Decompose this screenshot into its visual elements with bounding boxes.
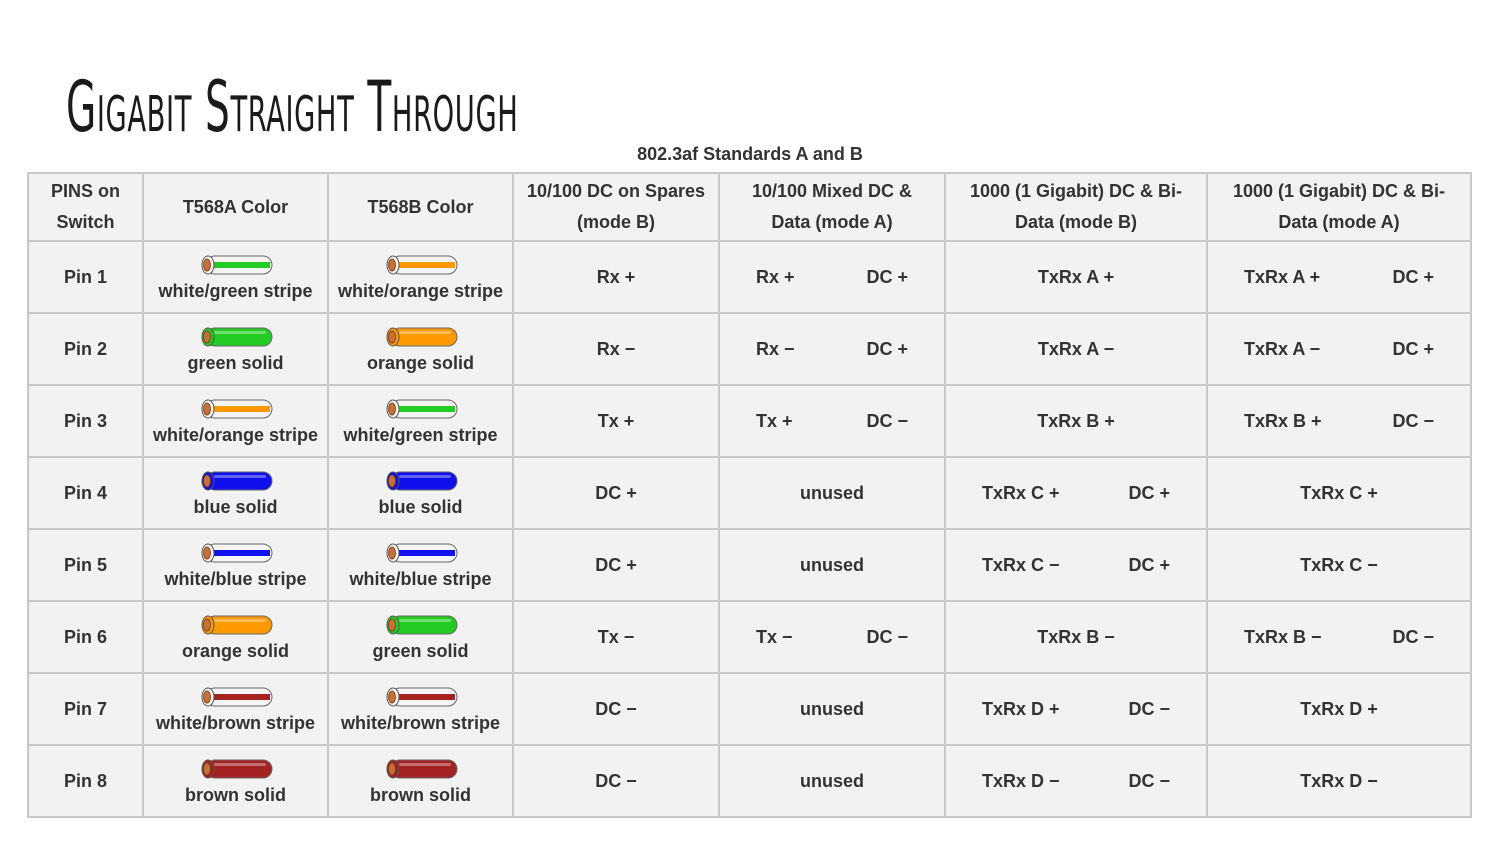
t568b-color-cell — [328, 601, 513, 673]
wire-color-label: white/orange stripe — [337, 280, 504, 301]
gigabit-mode-a-cell-pair — [1208, 411, 1470, 432]
pin-cell: Pin 1 — [28, 241, 143, 313]
t568a-color-cell — [143, 745, 328, 817]
gigabit-mode-a-cell-value: TxRx D + — [1300, 698, 1378, 719]
wire-color-label: blue solid — [378, 496, 463, 517]
t568b-color-cell — [328, 313, 513, 385]
dc-spares-value: DC − — [595, 770, 637, 791]
gigabit-mode-a-cell-value: DC + — [1392, 266, 1434, 287]
wire-color-label: orange solid — [366, 352, 474, 373]
table-caption — [0, 144, 1500, 165]
gigabit-mode-a-cell — [1207, 601, 1471, 673]
gigabit-mode-b-cell-value: TxRx A − — [1037, 338, 1115, 359]
wire-color-label: green solid — [187, 352, 284, 373]
dc-spares-cell — [513, 385, 719, 457]
gigabit-mode-b-cell-value: DC − — [1128, 770, 1170, 791]
mixed-dc-cell-pair — [720, 627, 944, 648]
table-row — [28, 385, 1471, 457]
dc-spares-value: Tx − — [597, 626, 635, 647]
wire-color-label: brown solid — [370, 784, 471, 805]
gigabit-mode-a-cell-pair — [1208, 339, 1470, 360]
dc-spares-value: Tx + — [597, 410, 635, 431]
gigabit-mode-a-cell-value: TxRx A − — [1244, 338, 1321, 359]
green-striped-wire-icon — [383, 398, 459, 420]
pin-cell: Pin 5 — [28, 529, 143, 601]
mixed-dc-cell — [719, 385, 945, 457]
pin-cell: Pin 8 — [28, 745, 143, 817]
table-row — [28, 313, 1471, 385]
gigabit-mode-a-cell — [1207, 673, 1471, 745]
gigabit-mode-b-cell-value: DC + — [1128, 554, 1170, 575]
blue-striped-wire-icon — [383, 542, 459, 564]
mixed-dc-cell — [719, 601, 945, 673]
gigabit-mode-a-cell — [1207, 313, 1471, 385]
mixed-dc-cell-pair — [720, 411, 944, 432]
slide-title: Gigabit Straight Through — [66, 66, 519, 148]
gigabit-mode-b-cell-value: TxRx D − — [982, 770, 1060, 791]
mixed-dc-cell — [719, 457, 945, 529]
brown-solid-wire-icon — [198, 758, 274, 780]
mixed-dc-cell-value: unused — [799, 554, 864, 575]
gigabit-mode-a-cell-value: TxRx D − — [1300, 770, 1378, 791]
t568b-color-cell — [328, 673, 513, 745]
mixed-dc-cell — [719, 529, 945, 601]
dc-spares-value: DC + — [595, 554, 637, 575]
mixed-dc-cell-value: Tx + — [756, 410, 793, 431]
gigabit-mode-b-cell — [945, 529, 1207, 601]
gigabit-mode-b-cell — [945, 457, 1207, 529]
wire-color-label: white/blue stripe — [164, 568, 307, 589]
pinout-table — [27, 172, 1472, 818]
mixed-dc-cell — [719, 673, 945, 745]
gigabit-mode-a-cell-value: DC − — [1392, 626, 1434, 647]
gigabit-mode-b-cell-value: DC − — [1128, 698, 1170, 719]
green-striped-wire-icon — [198, 254, 274, 276]
pin-cell: Pin 7 — [28, 673, 143, 745]
gigabit-mode-b-cell-pair — [946, 771, 1206, 792]
wire-color-label: orange solid — [181, 640, 289, 661]
dc-spares-value: Rx − — [596, 338, 636, 359]
dc-spares-cell — [513, 313, 719, 385]
dc-spares-value: DC − — [595, 698, 637, 719]
gigabit-mode-b-cell-value: TxRx A + — [1037, 266, 1115, 287]
t568b-color-cell — [328, 457, 513, 529]
t568b-color-cell — [328, 529, 513, 601]
mixed-dc-cell-value: Rx + — [756, 266, 795, 287]
table-row — [28, 457, 1471, 529]
gigabit-mode-b-cell — [945, 673, 1207, 745]
gigabit-mode-b-cell-value: TxRx C + — [982, 482, 1060, 503]
t568b-color-cell — [328, 745, 513, 817]
mixed-dc-cell-value: DC + — [866, 338, 908, 359]
gigabit-mode-a-cell-value: TxRx B + — [1244, 410, 1322, 431]
table-row — [28, 745, 1471, 817]
gigabit-mode-b-cell-value: TxRx C − — [982, 554, 1060, 575]
mixed-dc-cell — [719, 745, 945, 817]
dc-spares-cell — [513, 601, 719, 673]
gigabit-mode-a-cell-value: TxRx C − — [1300, 554, 1378, 575]
orange-striped-wire-icon — [383, 254, 459, 276]
gigabit-mode-b-cell-value: TxRx D + — [982, 698, 1060, 719]
mixed-dc-cell — [719, 313, 945, 385]
t568a-color-cell — [143, 241, 328, 313]
gigabit-mode-b-cell — [945, 745, 1207, 817]
gigabit-mode-b-cell-value: TxRx B + — [1037, 410, 1115, 431]
t568a-color-cell — [143, 385, 328, 457]
gigabit-mode-a-cell — [1207, 241, 1471, 313]
table-row — [28, 601, 1471, 673]
mixed-dc-cell — [719, 241, 945, 313]
mixed-dc-cell-value: DC − — [866, 410, 908, 431]
wire-color-label: white/green stripe — [158, 280, 313, 301]
gigabit-mode-b-cell-pair — [946, 699, 1206, 720]
header-gigabit-mode-a: 1000 (1 Gigabit) DC & Bi- Data (mode A) — [1207, 173, 1471, 241]
pin-rows — [28, 241, 1471, 817]
t568b-color-cell — [328, 385, 513, 457]
gigabit-mode-b-cell — [945, 385, 1207, 457]
blue-solid-wire-icon — [198, 470, 274, 492]
blue-solid-wire-icon — [383, 470, 459, 492]
gigabit-mode-b-cell — [945, 241, 1207, 313]
mixed-dc-cell-value: unused — [799, 770, 864, 791]
mixed-dc-cell-pair — [720, 267, 944, 288]
dc-spares-cell — [513, 241, 719, 313]
dc-spares-value: Rx + — [596, 266, 636, 287]
gigabit-mode-a-cell-pair — [1208, 267, 1470, 288]
dc-spares-cell — [513, 673, 719, 745]
blue-striped-wire-icon — [198, 542, 274, 564]
gigabit-mode-b-cell — [945, 313, 1207, 385]
dc-spares-cell — [513, 745, 719, 817]
gigabit-mode-b-cell-pair — [946, 483, 1206, 504]
table-row — [28, 673, 1471, 745]
green-solid-wire-icon — [383, 614, 459, 636]
wire-color-label: blue solid — [193, 496, 278, 517]
pin-cell: Pin 3 — [28, 385, 143, 457]
gigabit-mode-b-cell-value: TxRx B − — [1037, 626, 1115, 647]
orange-solid-wire-icon — [383, 326, 459, 348]
gigabit-mode-b-cell-pair — [946, 555, 1206, 576]
t568a-color-cell — [143, 673, 328, 745]
pin-cell: Pin 6 — [28, 601, 143, 673]
header-gigabit-mode-b: 1000 (1 Gigabit) DC & Bi- Data (mode B) — [945, 173, 1207, 241]
mixed-dc-cell-value: DC − — [866, 626, 908, 647]
gigabit-mode-a-cell — [1207, 529, 1471, 601]
wire-color-label: white/brown stripe — [155, 712, 315, 733]
brown-striped-wire-icon — [383, 686, 459, 708]
header-mixed-dc: 10/100 Mixed DC & Data (mode A) — [719, 173, 945, 241]
pin-cell: Pin 2 — [28, 313, 143, 385]
wire-color-label: white/brown stripe — [340, 712, 500, 733]
t568a-color-cell — [143, 601, 328, 673]
mixed-dc-cell-value: Rx − — [756, 338, 795, 359]
green-solid-wire-icon — [198, 326, 274, 348]
gigabit-mode-a-cell-value: DC − — [1392, 410, 1434, 431]
gigabit-mode-a-cell — [1207, 745, 1471, 817]
gigabit-mode-a-cell-value: TxRx B − — [1244, 626, 1322, 647]
mixed-dc-cell-value: DC + — [866, 266, 908, 287]
pin-cell: Pin 4 — [28, 457, 143, 529]
brown-striped-wire-icon — [198, 686, 274, 708]
dc-spares-cell — [513, 457, 719, 529]
wire-color-label: white/blue stripe — [349, 568, 492, 589]
gigabit-mode-b-cell-value: DC + — [1128, 482, 1170, 503]
orange-solid-wire-icon — [198, 614, 274, 636]
header-pins: PINS on Switch — [28, 173, 143, 241]
gigabit-mode-a-cell — [1207, 457, 1471, 529]
t568a-color-cell — [143, 313, 328, 385]
header-t568b: T568B Color — [328, 173, 513, 241]
wire-color-label: green solid — [372, 640, 469, 661]
table-row — [28, 241, 1471, 313]
orange-striped-wire-icon — [198, 398, 274, 420]
mixed-dc-cell-value: Tx − — [756, 626, 793, 647]
wire-color-label: brown solid — [185, 784, 286, 805]
gigabit-mode-a-cell-value: TxRx C + — [1300, 482, 1378, 503]
mixed-dc-cell-value: unused — [799, 482, 864, 503]
table-caption-text: 802.3af Standards A and B — [637, 144, 863, 164]
dc-spares-cell — [513, 529, 719, 601]
gigabit-mode-a-cell-value: DC + — [1392, 338, 1434, 359]
mixed-dc-cell-value: unused — [799, 698, 864, 719]
wire-color-label: white/orange stripe — [152, 424, 319, 445]
t568b-color-cell — [328, 241, 513, 313]
dc-spares-value: DC + — [595, 482, 637, 503]
header-row — [28, 173, 1471, 241]
wire-color-label: white/green stripe — [343, 424, 498, 445]
gigabit-mode-a-cell-pair — [1208, 627, 1470, 648]
header-t568a: T568A Color — [143, 173, 328, 241]
t568a-color-cell — [143, 457, 328, 529]
brown-solid-wire-icon — [383, 758, 459, 780]
gigabit-mode-a-cell — [1207, 385, 1471, 457]
header-dc-spares: 10/100 DC on Spares (mode B) — [513, 173, 719, 241]
gigabit-mode-a-cell-value: TxRx A + — [1244, 266, 1321, 287]
t568a-color-cell — [143, 529, 328, 601]
mixed-dc-cell-pair — [720, 339, 944, 360]
gigabit-mode-b-cell — [945, 601, 1207, 673]
table-row — [28, 529, 1471, 601]
